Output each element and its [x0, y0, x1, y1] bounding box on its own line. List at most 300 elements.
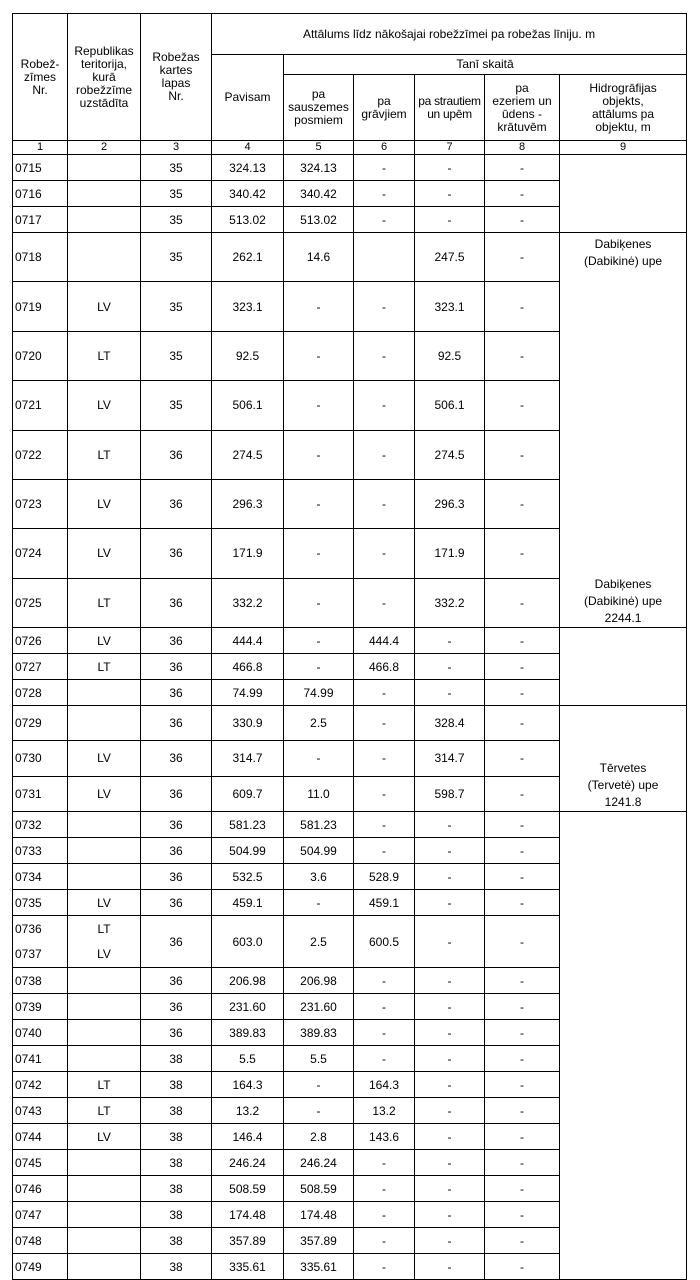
header-mark-number: Robež- zīmes Nr.	[13, 14, 68, 141]
cell-ditch: -	[354, 1046, 415, 1072]
cell-mark-number: 0734	[13, 864, 68, 890]
cell-river: -	[415, 654, 485, 680]
cell-map-sheet: 38	[141, 1072, 212, 1098]
cell-total: 506.1	[212, 381, 284, 430]
cell-hydro-object	[560, 233, 687, 628]
column-number: 7	[415, 141, 485, 155]
cell-map-sheet: 35	[141, 207, 212, 233]
cell-map-sheet: 38	[141, 1098, 212, 1124]
cell-map-sheet: 36	[141, 578, 212, 627]
cell-total: 335.61	[212, 1254, 284, 1280]
cell-mark-number: 0725	[13, 578, 68, 627]
cell-river: 247.5	[415, 233, 485, 282]
cell-lake: -	[485, 529, 560, 578]
cell-mark-number: 0726	[13, 628, 68, 654]
cell-republic: LV	[68, 1124, 141, 1150]
header-map-sheet: Robežas kartes lapas Nr.	[141, 14, 212, 141]
cell-map-sheet: 36	[141, 812, 212, 838]
cell-ditch: 466.8	[354, 654, 415, 680]
cell-lake: -	[485, 155, 560, 181]
header-lake: pa ezeriem un ūdens - krātuvēm	[485, 75, 560, 141]
hydro-line	[562, 474, 684, 491]
cell-mark-number: 0745	[13, 1150, 68, 1176]
cell-ditch: 13.2	[354, 1098, 415, 1124]
cell-mark-number: 0742	[13, 1072, 68, 1098]
header-republic: Republikas teritorija, kurā robežzīme uzstādīta	[68, 14, 141, 141]
cell-river: -	[415, 628, 485, 654]
cell-land: 581.23	[284, 812, 354, 838]
cell-lake: -	[485, 479, 560, 528]
cell-ditch: -	[354, 578, 415, 627]
cell-republic	[68, 994, 141, 1020]
hydro-line	[562, 457, 684, 474]
cell-lake: -	[485, 282, 560, 331]
cell-river: -	[415, 890, 485, 916]
cell-river: 296.3	[415, 479, 485, 528]
cell-ditch: -	[354, 776, 415, 811]
cell-republic: LT	[68, 1098, 141, 1124]
cell-land: -	[284, 654, 354, 680]
cell-lake: -	[485, 680, 560, 706]
cell-lake: -	[485, 1176, 560, 1202]
cell-republic	[68, 838, 141, 864]
cell-river: 92.5	[415, 331, 485, 380]
cell-river: 506.1	[415, 381, 485, 430]
cell-land: 2.8	[284, 1124, 354, 1150]
cell-land: -	[284, 430, 354, 479]
cell-river: -	[415, 994, 485, 1020]
cell-hydro-object	[560, 706, 687, 812]
hydro-line: (Dabikinė) upe	[584, 254, 663, 268]
cell-mark-number: 0738	[13, 968, 68, 994]
cell-mark-number: 0746	[13, 1176, 68, 1202]
cell-lake: -	[485, 1228, 560, 1254]
cell-mark-number: 0740	[13, 1020, 68, 1046]
cell-ditch: -	[354, 968, 415, 994]
cell-lake: -	[485, 207, 560, 233]
column-number: 9	[560, 141, 687, 155]
cell-republic	[68, 812, 141, 838]
cell-mark-number-line: 0737	[15, 946, 42, 961]
cell-land: 206.98	[284, 968, 354, 994]
cell-map-sheet: 36	[141, 654, 212, 680]
cell-river: 314.7	[415, 741, 485, 776]
cell-republic: LT	[68, 430, 141, 479]
cell-ditch: -	[354, 430, 415, 479]
cell-mark-number: 0715	[13, 155, 68, 181]
cell-river: 171.9	[415, 529, 485, 578]
cell-lake: -	[485, 381, 560, 430]
cell-river: -	[415, 1254, 485, 1280]
hydro-line: Dabiķenes	[594, 237, 652, 251]
cell-total: 92.5	[212, 331, 284, 380]
cell-republic: LV	[68, 479, 141, 528]
cell-land: 504.99	[284, 838, 354, 864]
cell-map-sheet: 38	[141, 1228, 212, 1254]
cell-lake: -	[485, 1254, 560, 1280]
cell-land: -	[284, 1072, 354, 1098]
cell-total: 323.1	[212, 282, 284, 331]
cell-lake: -	[485, 890, 560, 916]
cell-river: -	[415, 1046, 485, 1072]
cell-ditch: -	[354, 812, 415, 838]
cell-map-sheet: 38	[141, 1124, 212, 1150]
cell-lake: -	[485, 654, 560, 680]
cell-republic-line: LV	[97, 946, 111, 961]
column-number: 5	[284, 141, 354, 155]
cell-land: -	[284, 331, 354, 380]
cell-republic: LV	[68, 741, 141, 776]
cell-total: 324.13	[212, 155, 284, 181]
cell-ditch: -	[354, 529, 415, 578]
cell-republic-line: LT	[97, 921, 111, 936]
cell-river: -	[415, 155, 485, 181]
hydro-line	[562, 372, 684, 389]
hydro-line	[562, 270, 684, 287]
cell-mark-number: 0735	[13, 890, 68, 916]
cell-river: -	[415, 1124, 485, 1150]
table-row	[13, 155, 687, 181]
cell-map-sheet: 36	[141, 479, 212, 528]
cell-map-sheet: 38	[141, 1254, 212, 1280]
cell-total: 504.99	[212, 838, 284, 864]
cell-total: 389.83	[212, 1020, 284, 1046]
header-river: pa strautiem un upēm	[415, 75, 485, 141]
cell-lake: -	[485, 706, 560, 741]
cell-republic: LV	[68, 890, 141, 916]
cell-ditch: -	[354, 994, 415, 1020]
cell-mark-number: 0730	[13, 741, 68, 776]
cell-ditch: 600.5	[354, 916, 415, 968]
column-number: 1	[13, 141, 68, 155]
cell-mark-number: 0719	[13, 282, 68, 331]
cell-land: 513.02	[284, 207, 354, 233]
cell-total: 171.9	[212, 529, 284, 578]
column-number: 3	[141, 141, 212, 155]
cell-lake: -	[485, 741, 560, 776]
table-body	[13, 155, 687, 1280]
cell-land: 508.59	[284, 1176, 354, 1202]
cell-map-sheet: 35	[141, 331, 212, 380]
cell-ditch: 164.3	[354, 1072, 415, 1098]
cell-mark-number: 0743	[13, 1098, 68, 1124]
cell-republic	[68, 1176, 141, 1202]
cell-river: -	[415, 1098, 485, 1124]
header-hydro: Hidrogrāfijas objekts, attālums pa objektu, m	[560, 75, 687, 141]
cell-land: -	[284, 479, 354, 528]
hydro-line	[562, 406, 684, 423]
cell-lake: -	[485, 838, 560, 864]
cell-river: -	[415, 864, 485, 890]
cell-republic: LV	[68, 628, 141, 654]
cell-map-sheet: 38	[141, 1150, 212, 1176]
cell-ditch	[354, 233, 415, 282]
cell-lake: -	[485, 1124, 560, 1150]
cell-mark-number: 0739	[13, 994, 68, 1020]
cell-river: -	[415, 838, 485, 864]
cell-mark-number: 0747	[13, 1202, 68, 1228]
cell-total: 5.5	[212, 1046, 284, 1072]
cell-ditch: -	[354, 331, 415, 380]
cell-river: 332.2	[415, 578, 485, 627]
cell-mark-number: 0732	[13, 812, 68, 838]
hydro-line	[562, 525, 684, 542]
hydro-line: (Dabikinė) upe	[584, 594, 663, 608]
cell-mark-number: 0721	[13, 381, 68, 430]
hydro-line: (Tervetė) upe	[587, 778, 659, 792]
cell-total: 444.4	[212, 628, 284, 654]
hydro-line	[562, 287, 684, 304]
cell-map-sheet: 36	[141, 838, 212, 864]
cell-land: -	[284, 381, 354, 430]
header-ditch: pa grāvjiem	[354, 75, 415, 141]
cell-map-sheet: 36	[141, 1020, 212, 1046]
cell-hydro-object	[560, 155, 687, 233]
cell-land: -	[284, 282, 354, 331]
cell-land: 340.42	[284, 181, 354, 207]
cell-ditch: -	[354, 1228, 415, 1254]
cell-land: 324.13	[284, 155, 354, 181]
cell-republic	[68, 233, 141, 282]
cell-map-sheet: 36	[141, 706, 212, 741]
cell-republic: LV	[68, 381, 141, 430]
cell-ditch: -	[354, 1020, 415, 1046]
cell-land: 74.99	[284, 680, 354, 706]
cell-republic: LT	[68, 1072, 141, 1098]
hydro-line	[562, 389, 684, 406]
cell-map-sheet: 35	[141, 155, 212, 181]
cell-total: 466.8	[212, 654, 284, 680]
cell-mark-number-line: 0736	[15, 921, 42, 936]
cell-lake: -	[485, 1020, 560, 1046]
cell-mark-number: 0731	[13, 776, 68, 811]
cell-mark-number: 0720	[13, 331, 68, 380]
cell-lake: -	[485, 233, 560, 282]
table-row	[13, 233, 687, 282]
cell-total: 296.3	[212, 479, 284, 528]
cell-total: 246.24	[212, 1150, 284, 1176]
cell-republic: LT	[68, 331, 141, 380]
cell-map-sheet: 36	[141, 628, 212, 654]
cell-map-sheet: 35	[141, 181, 212, 207]
cell-republic	[68, 1202, 141, 1228]
cell-lake: -	[485, 628, 560, 654]
cell-total: 231.60	[212, 994, 284, 1020]
cell-ditch: -	[354, 207, 415, 233]
hydro-line	[562, 743, 684, 760]
cell-republic	[68, 1228, 141, 1254]
hydro-line	[562, 423, 684, 440]
cell-land: 389.83	[284, 1020, 354, 1046]
cell-map-sheet: 36	[141, 529, 212, 578]
header-land: pa sauszemes posmiem	[284, 75, 354, 141]
cell-lake: -	[485, 331, 560, 380]
cell-land: 335.61	[284, 1254, 354, 1280]
cell-land: 3.6	[284, 864, 354, 890]
cell-total: 513.02	[212, 207, 284, 233]
cell-map-sheet: 36	[141, 916, 212, 968]
cell-ditch: -	[354, 1150, 415, 1176]
cell-total: 332.2	[212, 578, 284, 627]
column-number: 2	[68, 141, 141, 155]
header-of-which: Tanī skaitā	[284, 55, 687, 75]
cell-ditch: -	[354, 680, 415, 706]
cell-mark-number: 0717	[13, 207, 68, 233]
cell-map-sheet: 35	[141, 233, 212, 282]
hydro-line	[562, 559, 684, 576]
cell-republic	[68, 155, 141, 181]
cell-republic	[68, 1254, 141, 1280]
cell-republic	[68, 916, 141, 968]
hydro-line: Tērvetes	[599, 761, 647, 775]
cell-lake: -	[485, 1098, 560, 1124]
cell-river: 274.5	[415, 430, 485, 479]
cell-river: 598.7	[415, 776, 485, 811]
cell-total: 340.42	[212, 181, 284, 207]
cell-ditch: -	[354, 1202, 415, 1228]
cell-mark-number: 0718	[13, 233, 68, 282]
cell-total: 262.1	[212, 233, 284, 282]
cell-land: -	[284, 741, 354, 776]
cell-mark-number: 0741	[13, 1046, 68, 1072]
cell-total: 13.2	[212, 1098, 284, 1124]
cell-lake: -	[485, 1046, 560, 1072]
cell-land: -	[284, 578, 354, 627]
cell-republic	[68, 706, 141, 741]
cell-total: 603.0	[212, 916, 284, 968]
cell-river: -	[415, 207, 485, 233]
cell-river: -	[415, 1150, 485, 1176]
hydro-line	[562, 338, 684, 355]
cell-land: 5.5	[284, 1046, 354, 1072]
cell-map-sheet: 36	[141, 680, 212, 706]
cell-land: -	[284, 1098, 354, 1124]
cell-ditch: -	[354, 479, 415, 528]
cell-map-sheet: 36	[141, 994, 212, 1020]
cell-republic: LT	[68, 654, 141, 680]
cell-ditch: 444.4	[354, 628, 415, 654]
hydro-line: 2244.1	[604, 611, 642, 625]
cell-total: 146.4	[212, 1124, 284, 1150]
cell-land: 14.6	[284, 233, 354, 282]
cell-land: 2.5	[284, 706, 354, 741]
cell-total: 508.59	[212, 1176, 284, 1202]
cell-total: 459.1	[212, 890, 284, 916]
cell-ditch: -	[354, 381, 415, 430]
cell-total: 532.5	[212, 864, 284, 890]
table-row	[13, 812, 687, 838]
hydro-line: 1241.8	[604, 795, 642, 809]
hydro-line	[562, 491, 684, 508]
cell-republic	[68, 1020, 141, 1046]
cell-river: -	[415, 1228, 485, 1254]
cell-land: 246.24	[284, 1150, 354, 1176]
cell-land: 2.5	[284, 916, 354, 968]
cell-republic: LV	[68, 776, 141, 811]
cell-land: -	[284, 628, 354, 654]
hydro-line	[562, 542, 684, 559]
cell-republic	[68, 181, 141, 207]
cell-ditch: -	[354, 181, 415, 207]
cell-mark-number: 0724	[13, 529, 68, 578]
cell-ditch: -	[354, 1254, 415, 1280]
cell-ditch: 143.6	[354, 1124, 415, 1150]
cell-land: 174.48	[284, 1202, 354, 1228]
cell-river: -	[415, 181, 485, 207]
cell-hydro-object	[560, 812, 687, 1280]
cell-total: 357.89	[212, 1228, 284, 1254]
cell-ditch: -	[354, 706, 415, 741]
cell-lake: -	[485, 916, 560, 968]
cell-map-sheet: 36	[141, 741, 212, 776]
cell-map-sheet: 36	[141, 864, 212, 890]
header-distance-group: Attālums līdz nākošajai robežzīmei pa robežas līniju. m	[212, 14, 687, 55]
cell-mark-number: 0716	[13, 181, 68, 207]
column-number: 6	[354, 141, 415, 155]
cell-total: 609.7	[212, 776, 284, 811]
cell-map-sheet: 36	[141, 776, 212, 811]
cell-total: 164.3	[212, 1072, 284, 1098]
cell-republic	[68, 1046, 141, 1072]
cell-total: 174.48	[212, 1202, 284, 1228]
cell-river: -	[415, 968, 485, 994]
cell-land: -	[284, 529, 354, 578]
cell-river: -	[415, 1072, 485, 1098]
cell-river: 328.4	[415, 706, 485, 741]
cell-republic	[68, 207, 141, 233]
cell-total: 330.9	[212, 706, 284, 741]
cell-ditch: -	[354, 155, 415, 181]
cell-mark-number: 0749	[13, 1254, 68, 1280]
cell-ditch: 459.1	[354, 890, 415, 916]
hydro-line	[562, 321, 684, 338]
cell-lake: -	[485, 776, 560, 811]
cell-republic	[68, 680, 141, 706]
cell-ditch: 528.9	[354, 864, 415, 890]
cell-mark-number: 0744	[13, 1124, 68, 1150]
cell-lake: -	[485, 1150, 560, 1176]
cell-map-sheet: 36	[141, 968, 212, 994]
cell-river: -	[415, 812, 485, 838]
cell-mark-number	[13, 916, 68, 968]
cell-lake: -	[485, 181, 560, 207]
cell-republic	[68, 864, 141, 890]
cell-mark-number: 0733	[13, 838, 68, 864]
cell-mark-number: 0728	[13, 680, 68, 706]
cell-ditch: -	[354, 282, 415, 331]
hydro-line	[562, 304, 684, 321]
cell-lake: -	[485, 578, 560, 627]
cell-lake: -	[485, 812, 560, 838]
cell-river: -	[415, 1176, 485, 1202]
cell-ditch: -	[354, 1176, 415, 1202]
cell-lake: -	[485, 968, 560, 994]
hydro-line	[562, 709, 684, 726]
header-total: Pavisam	[212, 55, 284, 141]
cell-map-sheet: 38	[141, 1202, 212, 1228]
cell-republic: LV	[68, 282, 141, 331]
hydro-line: Dabiķenes	[594, 577, 652, 591]
cell-land: 357.89	[284, 1228, 354, 1254]
table-row	[13, 706, 687, 741]
cell-ditch: -	[354, 741, 415, 776]
cell-lake: -	[485, 864, 560, 890]
cell-mark-number: 0729	[13, 706, 68, 741]
border-marks-table	[12, 13, 687, 1280]
cell-lake: -	[485, 1072, 560, 1098]
cell-lake: -	[485, 430, 560, 479]
cell-lake: -	[485, 994, 560, 1020]
